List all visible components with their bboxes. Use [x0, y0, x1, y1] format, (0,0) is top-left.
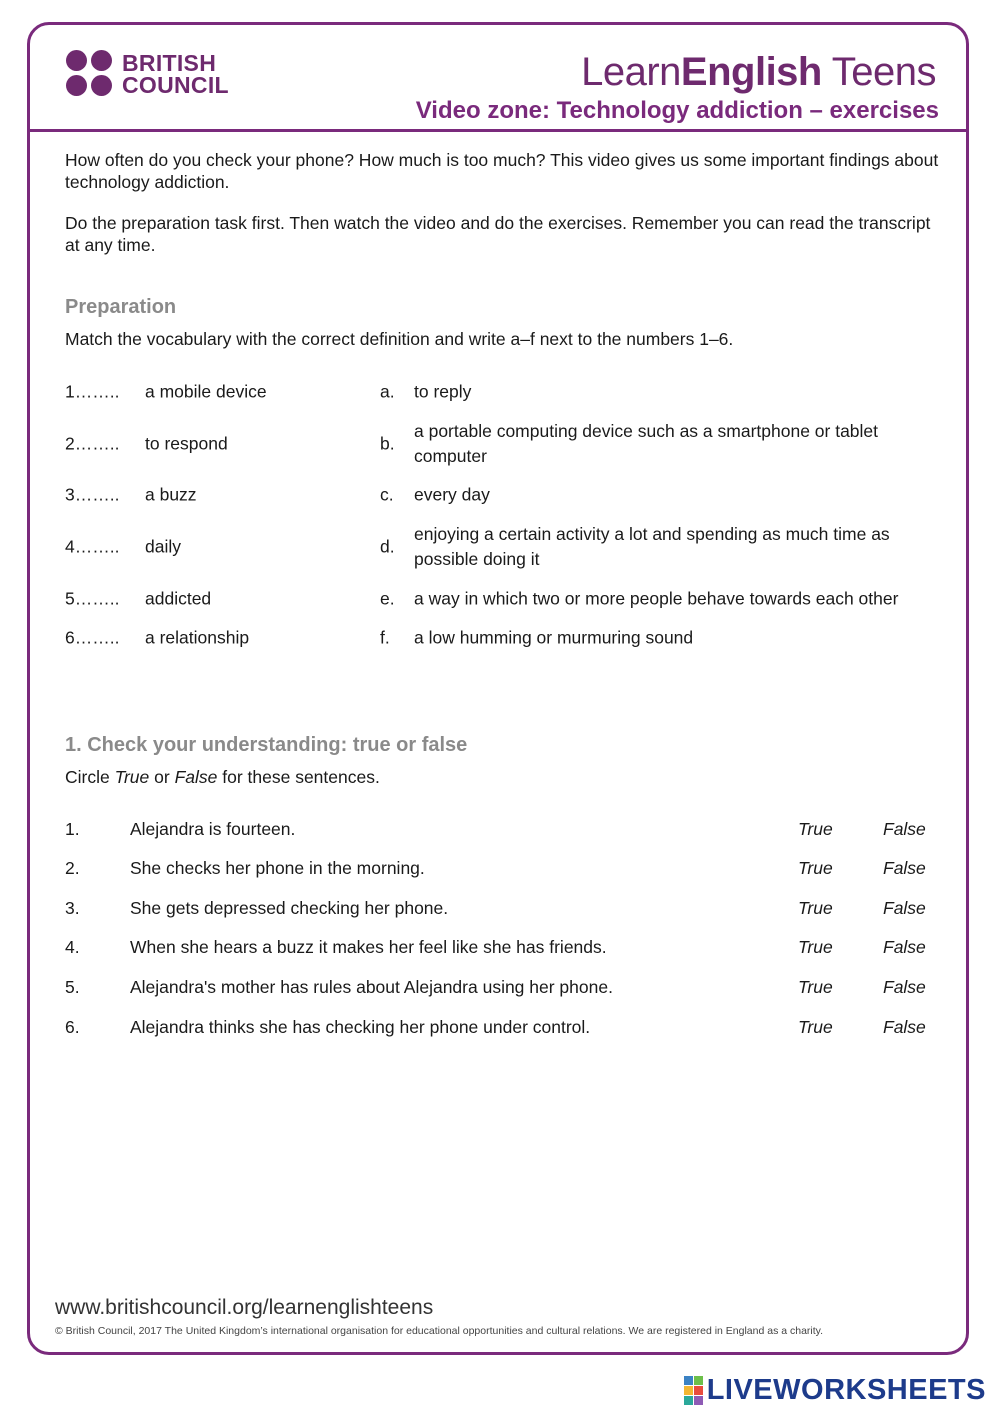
task1-instruction [65, 766, 945, 788]
vocab-word: a relationship [145, 627, 250, 648]
tf-number: 3. [65, 898, 80, 918]
vocab-row [65, 421, 945, 466]
tf-row [65, 1017, 945, 1043]
definition-text: to reply [414, 381, 472, 402]
footer-legal-text: © British Council, 2017 The United Kingdom’s international organisation for educational opportunities and cultural relations. We are registered in England as a charity. [55, 1325, 824, 1337]
false-option[interactable]: False [883, 858, 926, 878]
instruction-text: Circle [65, 767, 115, 787]
task1-heading: 1. Check your understanding: true or false [65, 734, 468, 756]
vocab-word: daily [145, 536, 181, 557]
header-divider [30, 129, 968, 132]
tf-row [65, 858, 945, 884]
definition-text: a low humming or murmuring sound [414, 627, 694, 648]
brand-line-1: BRITISH [122, 50, 217, 76]
vocab-answer-slot[interactable]: 3…….. [65, 484, 120, 505]
tf-row [65, 977, 945, 1003]
tf-sentence: She checks her phone in the morning. [130, 858, 425, 878]
false-option[interactable]: False [883, 937, 926, 957]
british-council-logo [66, 50, 229, 98]
false-option[interactable]: False [883, 1017, 926, 1037]
tf-sentence: When she hears a buzz it makes her feel like she has friends. [130, 937, 607, 957]
definition-letter: a. [380, 381, 395, 402]
vocab-row [65, 579, 945, 619]
intro-paragraph-1: How often do you check your phone? How much is too much? This video gives us some important findings about technology addiction. [65, 150, 939, 192]
false-option[interactable]: False [883, 898, 926, 918]
liveworksheets-wordmark: LIVEWORKSHEETS [706, 1374, 986, 1406]
vocab-row [65, 475, 945, 515]
intro-paragraph-2: Do the preparation task first. Then watch the video and do the exercises. Remember you can read the transcript at any time. [65, 213, 931, 255]
tf-sentence: Alejandra is fourteen. [130, 819, 296, 839]
vocab-word: to respond [145, 433, 228, 454]
definition-letter: b. [380, 433, 395, 454]
vocab-row [65, 524, 945, 569]
tf-number: 4. [65, 937, 80, 957]
vocab-answer-slot[interactable]: 5…….. [65, 588, 120, 609]
definition-text: a portable computing device such as a smartphone or tablet computer [414, 421, 879, 466]
vocab-answer-slot[interactable]: 6…….. [65, 627, 120, 648]
definition-text: enjoying a certain activity a lot and spending as much time as possible doing it [414, 524, 890, 569]
tf-sentence: Alejandra thinks she has checking her phone under control. [130, 1017, 591, 1037]
false-option[interactable]: False [883, 819, 926, 839]
instruction-text: for these sentences. [217, 767, 380, 787]
tf-row [65, 937, 945, 963]
page-title: Video zone: Technology addiction – exercises [415, 97, 939, 124]
tf-number: 2. [65, 858, 80, 878]
vocab-word: a mobile device [145, 381, 267, 402]
vocab-word: a buzz [145, 484, 197, 505]
vocab-word: addicted [145, 588, 212, 609]
vocab-row [65, 372, 945, 412]
true-option[interactable]: True [798, 1017, 833, 1037]
instruction-true: True [114, 767, 150, 787]
definition-letter: e. [380, 588, 395, 609]
vocab-answer-slot[interactable]: 1…….. [65, 381, 120, 402]
tf-number: 1. [65, 819, 80, 839]
instruction-text: or [149, 767, 175, 787]
footer-url[interactable]: www.britishcouncil.org/learnenglishteens [55, 1296, 434, 1319]
tf-row [65, 898, 945, 924]
liveworksheets-grid-icon [684, 1376, 703, 1405]
vocab-row [65, 618, 945, 658]
vocab-answer-slot[interactable]: 2…….. [65, 433, 120, 454]
true-option[interactable]: True [798, 819, 833, 839]
true-option[interactable]: True [798, 937, 833, 957]
brand-line-2: COUNCIL [122, 72, 229, 98]
tf-sentence: She gets depressed checking her phone. [130, 898, 449, 918]
logo-english: English [680, 50, 822, 94]
preparation-instruction: Match the vocabulary with the correct definition and write a–f next to the numbers 1–6. [65, 329, 734, 349]
tf-row [65, 819, 945, 845]
logo-learn: Learn [581, 50, 681, 94]
instruction-false: False [174, 767, 218, 787]
definition-letter: d. [380, 536, 395, 557]
vocab-answer-slot[interactable]: 4…….. [65, 536, 120, 557]
true-option[interactable]: True [798, 858, 833, 878]
preparation-heading: Preparation [65, 296, 177, 318]
false-option[interactable]: False [883, 977, 926, 997]
logo-teens: Teens [821, 50, 936, 94]
british-council-dots-icon [66, 50, 114, 98]
tf-number: 5. [65, 977, 80, 997]
definition-letter: c. [380, 484, 394, 505]
definition-text: every day [414, 484, 490, 505]
liveworksheets-logo [684, 1374, 986, 1407]
true-option[interactable]: True [798, 977, 833, 997]
learnenglish-teens-logo [581, 50, 936, 95]
tf-number: 6. [65, 1017, 80, 1037]
definition-text: a way in which two or more people behave towards each other [414, 588, 899, 609]
tf-sentence: Alejandra's mother has rules about Alejandra using her phone. [130, 977, 613, 997]
definition-letter: f. [380, 627, 390, 648]
true-option[interactable]: True [798, 898, 833, 918]
